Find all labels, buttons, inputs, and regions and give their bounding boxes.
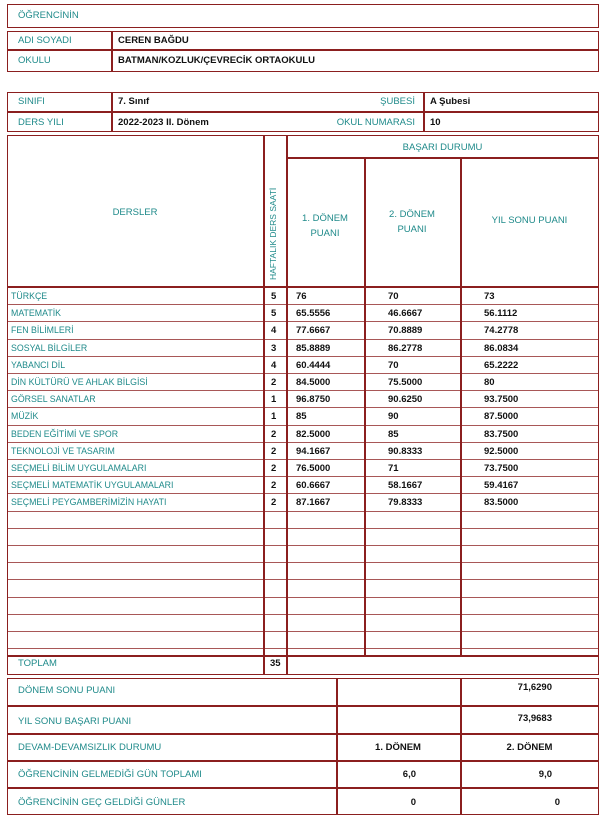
attendance-t2: 2. DÖNEM: [506, 742, 553, 753]
summary-row-4: [7, 787, 599, 789]
row-line: [7, 476, 599, 477]
cell-t2: 90.8333: [388, 445, 423, 457]
term-end-value: 71,6290: [517, 682, 552, 693]
cell-subject: MÜZİK: [11, 411, 39, 422]
summary-row-1: [7, 705, 599, 707]
cell-subject: MATEMATİK: [11, 308, 62, 319]
cell-year: 92.5000: [484, 445, 519, 457]
row-line: [7, 459, 599, 460]
attendance-label: DEVAM-DEVAMSIZLIK DURUMU: [18, 742, 162, 753]
number-label: OKUL NUMARASI: [336, 117, 415, 128]
row-line: [7, 373, 599, 374]
row-line: [7, 562, 599, 563]
cell-t2: 71: [388, 463, 399, 474]
cell-t2: 58.1667: [388, 480, 423, 492]
row-line: [7, 579, 599, 580]
cell-subject: SOSYAL BİLGİLER: [11, 342, 88, 353]
row-line: [7, 597, 599, 598]
cell-subject: BEDEN EĞİTİMİ VE SPOR: [11, 428, 119, 439]
row-line: [7, 390, 599, 391]
row-line: [7, 493, 599, 494]
total-row-line: [7, 655, 599, 657]
number-divider: [423, 112, 425, 132]
year-end-value: 73,9683: [517, 713, 552, 724]
name-label: ADI SOYADI: [18, 35, 72, 46]
cell-t1: 94.1667: [296, 445, 331, 457]
late-t1: 0: [410, 797, 416, 808]
row-line: [7, 425, 599, 426]
absent-t1: 6,0: [402, 769, 416, 780]
cell-subject: DİN KÜLTÜRÜ VE AHLAK BİLGİSİ: [11, 377, 148, 387]
row-line: [7, 614, 599, 615]
cell-t1: 60.6667: [296, 480, 331, 492]
school-value: BATMAN/KOZLUK/ÇEVRECİK ORTAOKULU: [118, 55, 316, 66]
cell-t1: 65.5556: [296, 308, 331, 320]
cell-hours: 2: [271, 445, 277, 457]
cell-hours: 1: [271, 411, 277, 423]
table-header-bottom: [7, 286, 599, 288]
cell-t2: 70: [388, 359, 399, 371]
hours-header: HAFTALIK DERS SAATİ: [268, 187, 278, 280]
cell-year: 56.1112: [484, 308, 518, 320]
cell-subject: TÜRKÇE: [11, 291, 48, 301]
cell-year: 65.2222: [484, 359, 519, 371]
name-row: [7, 31, 599, 50]
cell-subject: FEN BİLİMLERİ: [11, 325, 74, 336]
cell-year: 74.2778: [484, 325, 519, 337]
summary-row-3: [7, 760, 599, 762]
cell-t2: 79.8333: [388, 497, 423, 509]
cell-year: 83.7500: [484, 428, 519, 440]
number-value: 10: [430, 117, 441, 128]
cell-year: 73.7500: [484, 463, 519, 474]
row-line: [7, 442, 599, 443]
cell-year: 83.5000: [484, 497, 519, 509]
col-line-subject: [263, 135, 265, 675]
row-line: [7, 407, 599, 408]
row-line: [7, 511, 599, 512]
cell-t1: 85.8889: [296, 342, 331, 354]
cell-subject: YABANCI DİL: [11, 359, 66, 370]
year-divider: [111, 112, 113, 132]
cell-t1: 82.5000: [296, 428, 331, 440]
class-divider: [111, 92, 113, 112]
cell-hours: 4: [271, 359, 277, 371]
late-label: ÖĞRENCİNİN GEÇ GELDİĞİ GÜNLER: [18, 797, 186, 808]
school-divider: [111, 50, 113, 72]
cell-t1: 60.4444: [296, 359, 331, 371]
header-title: ÖĞRENCİNİN: [18, 10, 79, 21]
success-header: BAŞARI DURUMU: [402, 142, 483, 153]
cell-t1: 77.6667: [296, 325, 331, 337]
summary-row-2: [7, 733, 599, 735]
term-end-label: DÖNEM SONU PUANI: [18, 685, 116, 696]
cell-year: 87.5000: [484, 411, 519, 423]
row-line: [7, 528, 599, 529]
cell-t1: 87.1667: [296, 497, 331, 509]
cell-t2: 85: [388, 428, 399, 440]
term1-header-1: 1. DÖNEM: [302, 213, 348, 224]
row-line: [7, 339, 599, 340]
subjects-header: DERSLER: [112, 207, 158, 218]
school-label: OKULU: [18, 55, 51, 66]
cell-subject: SEÇMELİ BİLİM UYGULAMALARI: [11, 463, 147, 473]
absent-label: ÖĞRENCİNİN GELMEDİĞİ GÜN TOPLAMI: [18, 769, 202, 780]
cell-year: 86.0834: [484, 342, 519, 354]
year-value: 2022-2023 II. Dönem: [118, 117, 209, 128]
class-value: 7. Sınıf: [118, 96, 150, 107]
total-hours: 35: [270, 658, 281, 669]
cell-subject: SEÇMELİ PEYGAMBERİMİZİN HAYATI: [11, 497, 167, 508]
success-header-line: [286, 157, 599, 159]
late-t2: 0: [554, 797, 560, 808]
cell-hours: 2: [271, 497, 277, 509]
cell-t2: 86.2778: [388, 342, 423, 354]
cell-t2: 75.5000: [388, 377, 423, 388]
cell-year: 80: [484, 377, 495, 388]
cell-t2: 90.6250: [388, 394, 423, 406]
cell-hours: 5: [271, 308, 277, 320]
cell-subject: TEKNOLOJİ VE TASARIM: [11, 445, 115, 456]
cell-subject: GÖRSEL SANATLAR: [11, 394, 96, 405]
term2-header-2: PUANI: [397, 224, 427, 235]
year-label: DERS YILI: [18, 117, 64, 128]
cell-year: 93.7500: [484, 394, 519, 406]
cell-hours: 2: [271, 428, 277, 440]
cell-year: 73: [484, 291, 495, 302]
row-line: [7, 321, 599, 322]
cell-subject: SEÇMELİ MATEMATİK UYGULAMALARI: [11, 480, 174, 491]
term1-header-2: PUANI: [310, 228, 340, 239]
year-end-header: YIL SONU PUANI: [491, 215, 568, 226]
row-line: [7, 356, 599, 357]
row-line: [7, 545, 599, 546]
cell-t1: 85: [296, 411, 307, 423]
cell-t2: 70.8889: [388, 325, 423, 337]
cell-t1: 84.5000: [296, 377, 331, 388]
name-value: CEREN BAĞDU: [118, 35, 189, 46]
cell-hours: 1: [271, 394, 277, 406]
row-line: [7, 648, 599, 649]
cell-hours: 2: [271, 480, 277, 492]
section-value: A Şubesi: [430, 96, 471, 107]
cell-hours: 2: [271, 377, 277, 388]
attendance-t1: 1. DÖNEM: [375, 742, 421, 753]
section-divider: [423, 92, 425, 112]
cell-t2: 70: [388, 291, 399, 302]
cell-t2: 90: [388, 411, 399, 423]
row-line: [7, 304, 599, 305]
section-label: ŞUBESİ: [380, 96, 415, 107]
term2-header-1: 2. DÖNEM: [389, 209, 435, 220]
absent-t2: 9,0: [538, 769, 552, 780]
cell-t1: 76.5000: [296, 463, 331, 474]
name-divider: [111, 31, 113, 50]
cell-hours: 2: [271, 463, 277, 474]
cell-hours: 5: [271, 291, 277, 302]
cell-t2: 46.6667: [388, 308, 423, 320]
cell-hours: 4: [271, 325, 277, 337]
year-end-label: YIL SONU BAŞARI PUANI: [18, 716, 132, 727]
cell-t1: 76: [296, 291, 307, 302]
cell-t1: 96.8750: [296, 394, 331, 406]
row-line: [7, 631, 599, 632]
cell-hours: 3: [271, 342, 277, 354]
cell-year: 59.4167: [484, 480, 519, 492]
class-label: SINIFI: [18, 96, 45, 107]
total-label: TOPLAM: [18, 658, 57, 669]
header-title-box: [7, 4, 599, 28]
